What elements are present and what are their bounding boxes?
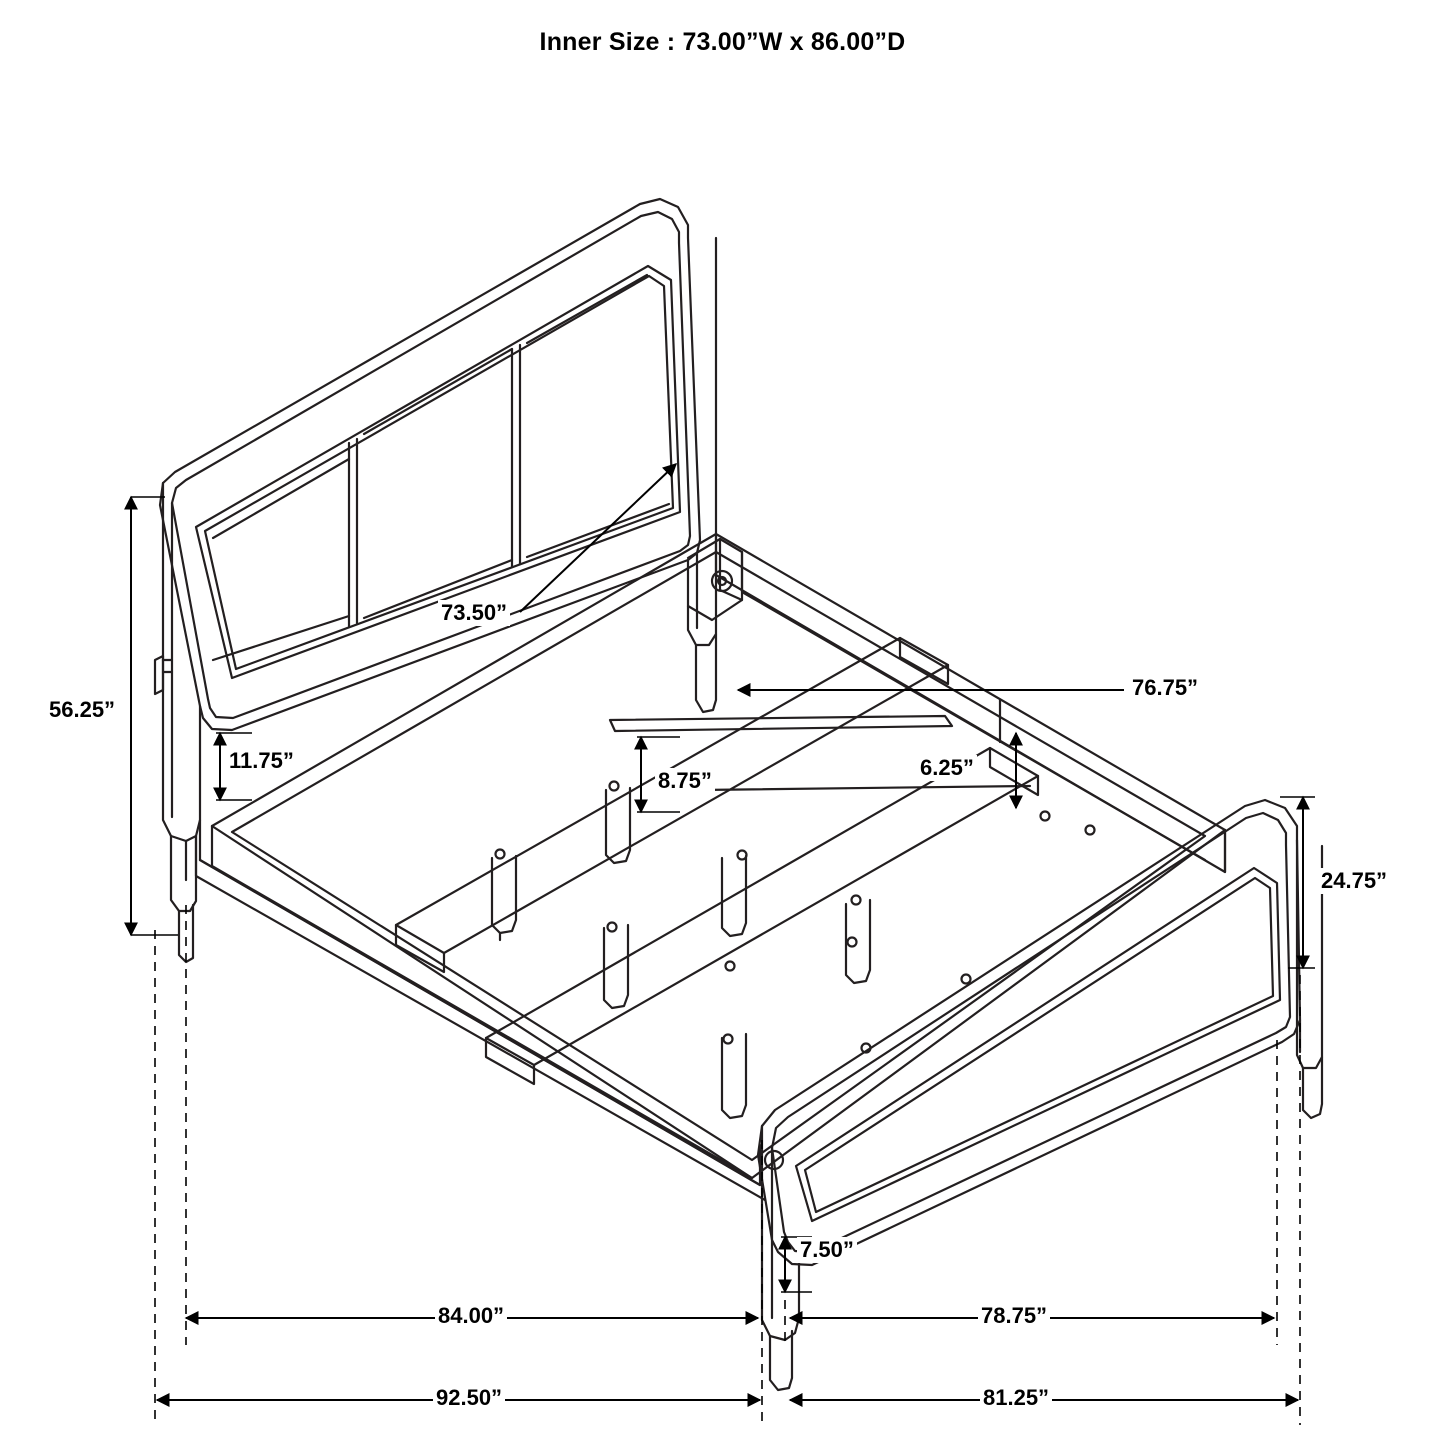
dim-inner-length: 76.75”	[1129, 675, 1201, 701]
page-title: Inner Size : 73.00”W x 86.00”D	[539, 28, 906, 56]
dim-center-rail-height: 8.75”	[655, 768, 715, 794]
dim-footboard-leg-height: 7.50”	[797, 1237, 857, 1263]
dim-headboard-panel-width: 73.50”	[438, 600, 510, 626]
dim-overall-depth-right: 78.75”	[978, 1303, 1050, 1329]
dim-overall-depth-left: 84.00”	[435, 1303, 507, 1329]
dim-overall-width-right: 81.25”	[980, 1385, 1052, 1411]
dim-footboard-height: 24.75”	[1318, 868, 1390, 894]
dim-overall-width-left: 92.50”	[433, 1385, 505, 1411]
dim-headboard-height: 56.25”	[46, 697, 118, 723]
dim-slat-clearance: 11.75”	[226, 748, 297, 774]
dim-side-rail-height: 6.25”	[917, 755, 977, 781]
